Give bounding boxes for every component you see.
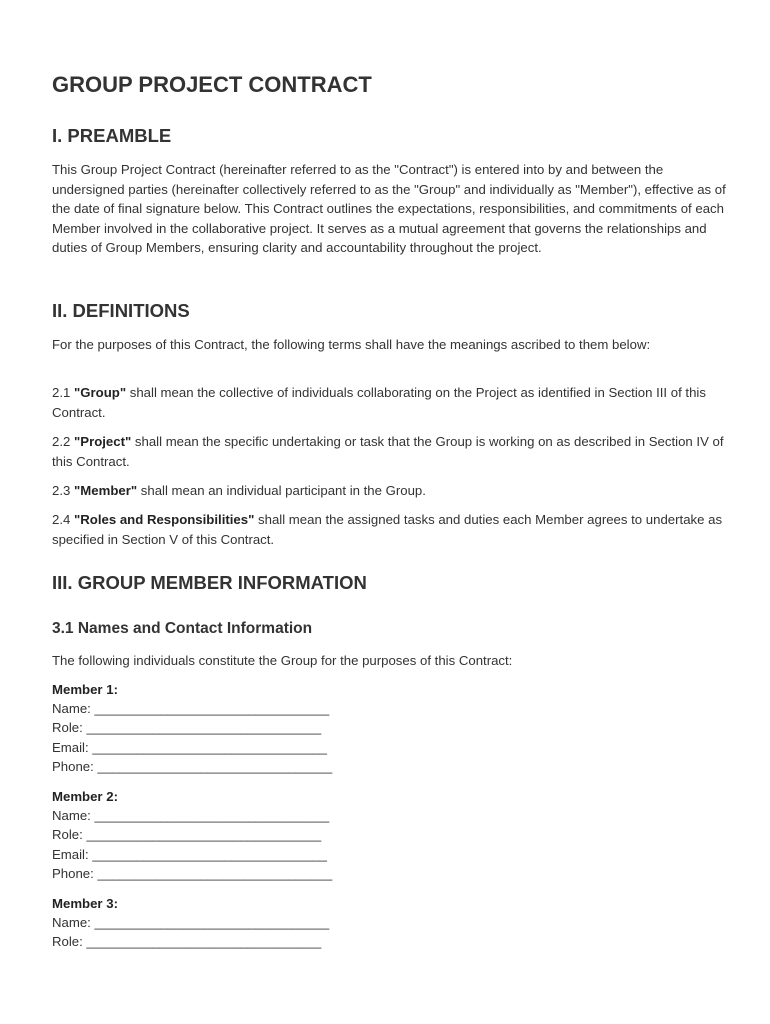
fill-in-blank[interactable]: ________________________________ bbox=[92, 847, 328, 862]
definitions-heading: II. DEFINITIONS bbox=[52, 300, 190, 321]
preamble-heading: I. PREAMBLE bbox=[52, 125, 172, 146]
phone-field[interactable] bbox=[52, 864, 332, 884]
member-label: Member 3: bbox=[52, 896, 118, 911]
name-field[interactable] bbox=[52, 806, 329, 826]
field-label: Phone: bbox=[52, 759, 94, 774]
field-label: Email: bbox=[52, 847, 89, 862]
email-field[interactable] bbox=[52, 845, 327, 865]
definition-item bbox=[52, 481, 732, 501]
definition-item bbox=[52, 432, 732, 471]
fill-in-blank[interactable]: ________________________________ bbox=[86, 827, 322, 842]
fill-in-blank[interactable]: ________________________________ bbox=[94, 701, 330, 716]
member-label: Member 2: bbox=[52, 789, 118, 804]
definitions-intro: For the purposes of this Contract, the following terms shall have the meanings ascribed to them below: bbox=[52, 337, 651, 352]
definition-number: 2.4 bbox=[52, 512, 71, 527]
definition-item bbox=[52, 510, 732, 549]
name-field[interactable] bbox=[52, 913, 329, 933]
role-field[interactable] bbox=[52, 932, 321, 952]
field-label: Role: bbox=[52, 827, 83, 842]
preamble-text: This Group Project Contract (hereinafter referred to as the "Contract") is entered into by and between the undersigned parties (hereinafter collectively referred to as the "Group" and individually as "Member"), effective as of the date of final signature below. This Contract outlines the expectations, responsibilities, and commitments of each Member involved in the collaborative project. It serves as a mutual agreement that governs the relationships and duties of Group Members, ensuring clarity and accountability throughout the project. bbox=[52, 162, 726, 255]
definition-text: shall mean the assigned tasks and duties each Member agrees to undertake as specified in Section V of this Contract. bbox=[52, 512, 723, 547]
definition-number: 2.3 bbox=[52, 483, 71, 498]
field-label: Name: bbox=[52, 808, 91, 823]
definition-text: shall mean the specific undertaking or task that the Group is working on as described in Section IV of this Contract. bbox=[52, 434, 724, 469]
fill-in-blank[interactable]: ________________________________ bbox=[97, 866, 333, 881]
definition-number: 2.1 bbox=[52, 385, 71, 400]
definition-item bbox=[52, 383, 732, 422]
member-info-intro: The following individuals constitute the Group for the purposes of this Contract: bbox=[52, 653, 513, 668]
field-label: Role: bbox=[52, 934, 83, 949]
contact-info-subheading: 3.1 Names and Contact Information bbox=[52, 620, 313, 637]
fill-in-blank[interactable]: ________________________________ bbox=[86, 720, 322, 735]
fill-in-blank[interactable]: ________________________________ bbox=[92, 740, 328, 755]
field-label: Name: bbox=[52, 915, 91, 930]
fill-in-blank[interactable]: ________________________________ bbox=[94, 915, 330, 930]
document-title: GROUP PROJECT CONTRACT bbox=[52, 72, 372, 97]
definition-text: shall mean the collective of individuals collaborating on the Project as identified in Section III of this Contract. bbox=[52, 385, 706, 420]
field-label: Email: bbox=[52, 740, 89, 755]
field-label: Name: bbox=[52, 701, 91, 716]
member-label: Member 1: bbox=[52, 682, 118, 697]
member-info-heading: III. GROUP MEMBER INFORMATION bbox=[52, 572, 367, 593]
role-field[interactable] bbox=[52, 718, 321, 738]
role-field[interactable] bbox=[52, 825, 321, 845]
fill-in-blank[interactable]: ________________________________ bbox=[86, 934, 322, 949]
definition-term: "Group" bbox=[74, 385, 127, 400]
email-field[interactable] bbox=[52, 738, 327, 758]
definition-term: "Roles and Responsibilities" bbox=[74, 512, 255, 527]
definition-number: 2.2 bbox=[52, 434, 71, 449]
name-field[interactable] bbox=[52, 699, 329, 719]
fill-in-blank[interactable]: ________________________________ bbox=[94, 808, 330, 823]
definition-text: shall mean an individual participant in the Group. bbox=[140, 483, 426, 498]
definition-term: "Project" bbox=[74, 434, 132, 449]
field-label: Role: bbox=[52, 720, 83, 735]
fill-in-blank[interactable]: ________________________________ bbox=[97, 759, 333, 774]
definition-term: "Member" bbox=[74, 483, 138, 498]
phone-field[interactable] bbox=[52, 757, 332, 777]
field-label: Phone: bbox=[52, 866, 94, 881]
